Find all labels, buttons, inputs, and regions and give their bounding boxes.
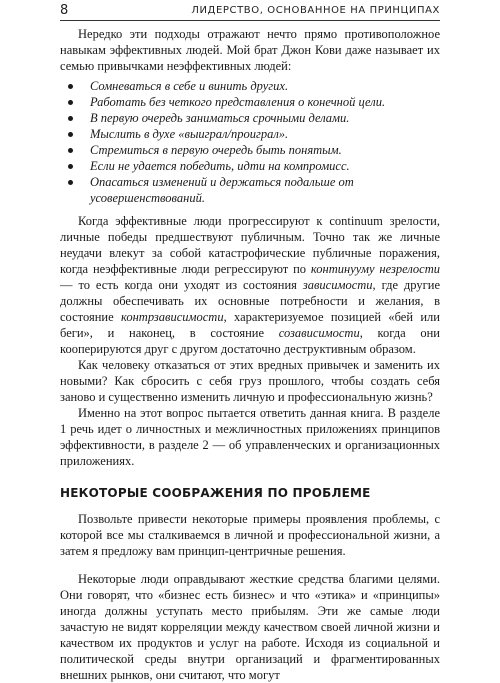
bullet-icon: [68, 100, 73, 105]
list-item: Мыслить в духе «выиграл/проиграл».: [90, 126, 440, 142]
paragraph-book-structure: Именно на этот вопрос пытается ответить данная книга. В разделе 1 речь идет о личностных и межличностных приложениях принципов эффективности, в разделе 2 — об управленческих и организационных приложениях.: [60, 406, 440, 468]
list-item: Стремиться в первую очередь быть понятым.: [90, 142, 440, 158]
list-item: Сомневаться в себе и винить других.: [90, 78, 440, 94]
paragraph-gap: [60, 559, 440, 571]
paragraph-ends-means: Некоторые люди оправдывают жесткие средства благими целями. Они говорят, что «бизнес есть бизнес» и что «этика» и «принципы» иногда должны уступать место прибылям. Эти же самые люди зачастую не видят корреляции между качеством своей личной жизни и качеством их продуктов и услуг на работе. Исходя из социальной и политической среды внутри организаций и фрагментированных внешних рынков, они считают, что могут: [60, 572, 440, 682]
bullet-icon: [68, 164, 73, 169]
list-item: Работать без четкого представления о конечной цели.: [90, 94, 440, 110]
bullet-icon: [68, 116, 73, 121]
section-title: НЕКОТОРЫЕ СООБРАЖЕНИЯ ПО ПРОБЛЕМЕ: [60, 486, 371, 500]
list-item: Если не удается победить, идти на компромисс.: [90, 158, 440, 174]
page-number: 8: [60, 3, 69, 18]
intro-paragraph: Нередко эти подходы отражают нечто прямо противоположное навыкам эффективных людей. Мой брат Джон Кови даже называет их семью привычками неэффективных людей:: [60, 27, 440, 73]
habits-list: [60, 78, 440, 206]
bullet-icon: [68, 148, 73, 153]
list-item: Опасаться изменений и держаться подальше от усовершенствований.: [90, 174, 440, 206]
page-body: [60, 26, 440, 683]
header-rule: [60, 20, 440, 21]
paragraph-question: Как человеку отказаться от этих вредных привычек и заменить их новыми? Как сбросить с себя груз прошлого, чтобы создать себя заново и существенно изменить личную и профессиональную жизнь?: [60, 358, 440, 404]
bullet-icon: [68, 180, 73, 185]
bullet-icon: [68, 84, 73, 89]
page-header: [0, 0, 440, 22]
list-item: В первую очередь заниматься срочными делами.: [90, 110, 440, 126]
paragraph-examples: Позвольте привести некоторые примеры проявления проблемы, с которой все мы сталкиваемся в личной и профессиональной жизни, а затем я предложу вам принцип-центричные решения.: [60, 512, 440, 558]
running-head: ЛИДЕРСТВО, ОСНОВАННОЕ НА ПРИНЦИПАХ: [191, 5, 440, 16]
paragraph-maturity: Когда эффективные люди прогрессируют к continuum зрелости, личные победы предшествуют публичным. Точно так же личные неудачи влекут за собой катастрофические публичные поражения, когда неэффективные люди регрессируют по континууму незрелости — то есть когда они уходят из состояния зависимости, где другие должны обеспечивать их основные потребности и желания, в состояние контрзависимости, характеризуемое позицией «бей или беги», и наконец, в состояние созависимости, когда они кооперируются друг с другом достаточно деструктивным образом.: [60, 214, 441, 356]
bullet-icon: [68, 132, 73, 137]
